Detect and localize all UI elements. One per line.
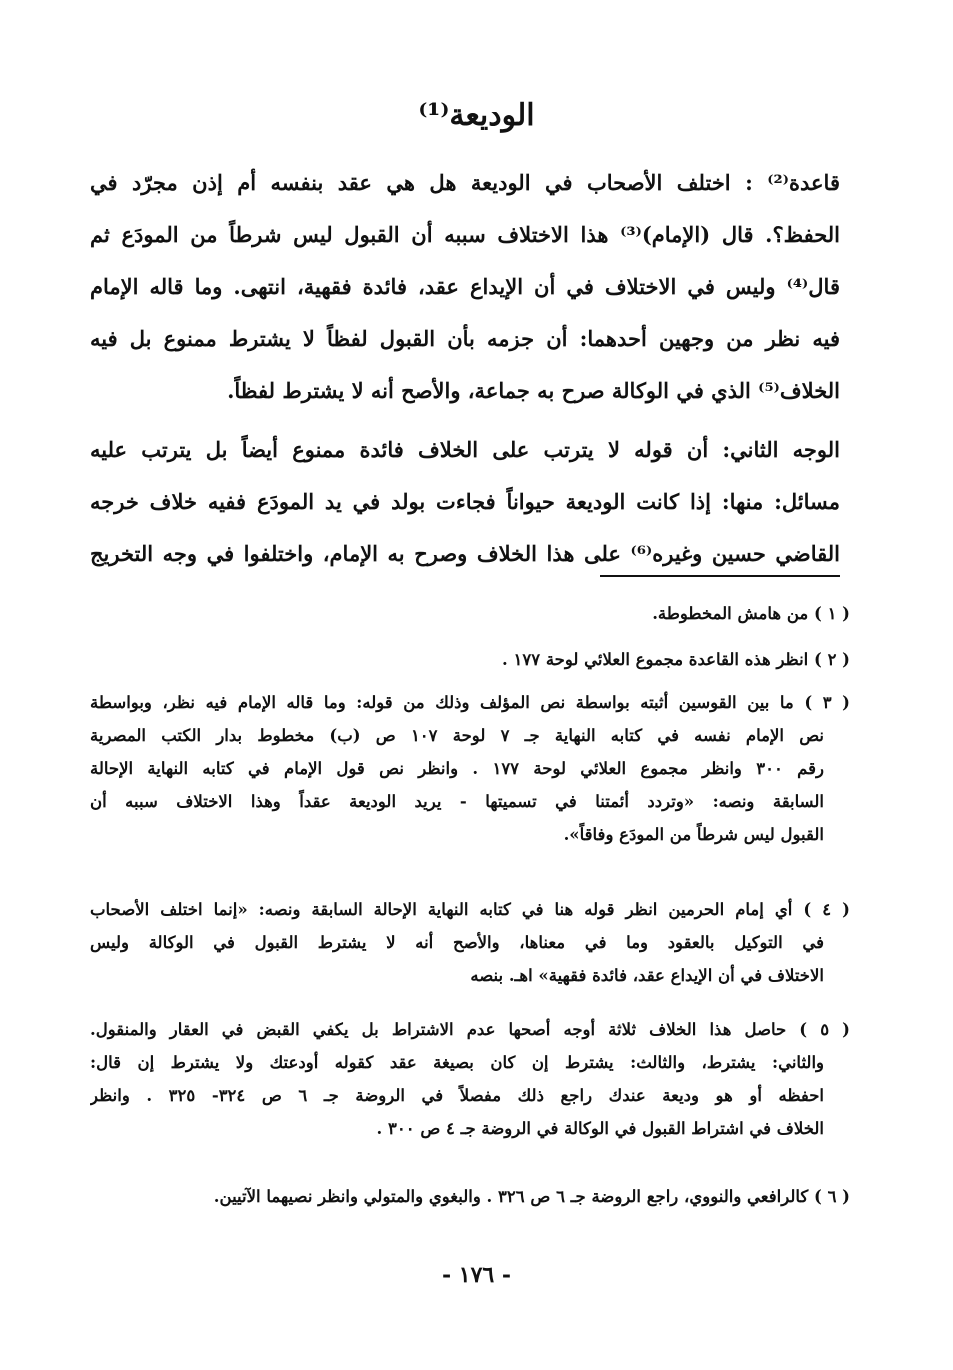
text-line: الوجه الثاني: أن قوله لا يترتب على الخلاف فائدة ممنوع أيضاً بل يترتب عليه — [90, 437, 840, 462]
footnote-3 — [90, 686, 850, 851]
footnote-2 — [90, 643, 850, 676]
page-number: - ١٧٦ - — [441, 1262, 512, 1288]
footnote-line: رقم ٣٠٠ وانظر مجموع العلائي لوحة ١٧٧ . وانظر نص قول الإمام في كتابه النهاية الإحالة — [90, 759, 824, 778]
footnote-line: ( ١ ) من هامش المخطوطة. — [652, 604, 850, 623]
footnote-line: ( ٣ ) ما بين القوسين أثبته بواسطة نص المؤلف وذلك من قوله: وما قاله الإمام فيه نظر، وبواسطة — [90, 693, 850, 712]
text-line: قال⁽⁴⁾ وليس في الاختلاف في أن الإيداع عقد، فائدة فقهية، انتهى. وما قاله الإمام — [90, 274, 840, 299]
footnote-line: احفظه أو هو وديعة عندك راجع ذلك مفصلاً في الروضة جـ ٦ ص ٣٢٤- ٣٢٥ . وانظر — [90, 1086, 824, 1105]
footnote-line: ( ٤ ) أي إمام الحرمين انظر قوله هنا في كتابه النهاية الإحالة السابقة ونصه: «إنما اختلف الأصحاب — [90, 900, 850, 919]
footnote-line: ( ٢ ) انظر هذه القاعدة مجموع العلائي لوحة ١٧٧ . — [501, 650, 850, 669]
footnote-4 — [90, 893, 850, 992]
text-line: القاضي حسين وغيره⁽⁶⁾ على هذا الخلاف وصرح به الإمام، واختلفوا في وجه التخريج — [90, 541, 840, 566]
footnote-line: ( ٦ ) كالرافعي والنووي، راجع الروضة جـ ٦ ص ٣٢٦ . والبغوي والمتولي وانظر نصيهما الآتيين. — [213, 1187, 850, 1206]
footnote-6 — [90, 1180, 850, 1213]
text-line: الخلاف⁽⁵⁾ الذي في الوكالة صرح به جماعة، والأصح أنه لا يشترط لفظاً. — [227, 378, 840, 403]
footnote-line: الخلاف في اشتراط القبول في الوكالة في الروضة جـ ٤ ص ٣٠٠ . — [376, 1119, 824, 1138]
text-line: فيه نظر من وجهين أحدهما: أن جزمه بأن القبول لفظاً لا يشترط ممنوع بل فيه — [90, 326, 840, 351]
footnote-separator — [600, 575, 840, 577]
footnote-line: والثاني: يشترط، والثالث: يشترط إن كان بصيغة عقد كقوله أودعتك ولا يشترط إن قال: — [90, 1053, 824, 1072]
section-title: الوديعة⁽¹⁾ — [418, 98, 535, 133]
paragraph-rule — [90, 157, 840, 417]
footnote-line: في التوكيل بالعقود وما في معناها، والأصح أنه لا يشترط القبول في الوكالة وليس — [90, 933, 824, 952]
footnote-line: القبول ليس شرطاً من المودَع وفاقاً». — [563, 825, 824, 844]
footnote-line: الاختلاف في أن الإيداع عقد، فائدة فقهية» اهـ. بنصه — [470, 966, 824, 985]
footnote-5 — [90, 1013, 850, 1145]
footnote-line: ( ٥ ) حاصل هذا الخلاف ثلاثة أوجه أصحها عدم الاشتراط بل يكفي القبض في العقار والمنقول. — [90, 1020, 850, 1039]
paragraph-second-aspect — [90, 424, 840, 580]
text-line: مسائل: منها: إذا كانت الوديعة حيواناً فجاءت بولد في يد المودَع ففيه خلاف خرجه — [90, 489, 840, 514]
footnote-1 — [90, 597, 850, 630]
text-line: الحفظ؟. قال (الإمام)⁽³⁾ هذا الاختلاف سببه أن القبول ليس شرطاً من المودَع ثم — [90, 222, 840, 247]
text-line: قاعدة⁽²⁾ : اختلف الأصحاب في الوديعة هل هي عقد بنفسه أم إذن مجرّد في — [90, 170, 840, 195]
footnote-line: نص الإمام نفسه في كتابه النهاية جـ ٧ لوحة ١٠٧ ص (ب) مخطوط بدار الكتب المصرية — [90, 726, 825, 745]
footnote-line: السابقة ونصه: «وتردد أئمتنا في تسميتها - يريد الوديعة عقداً وهذا الاختلاف سببه أن — [90, 792, 824, 811]
